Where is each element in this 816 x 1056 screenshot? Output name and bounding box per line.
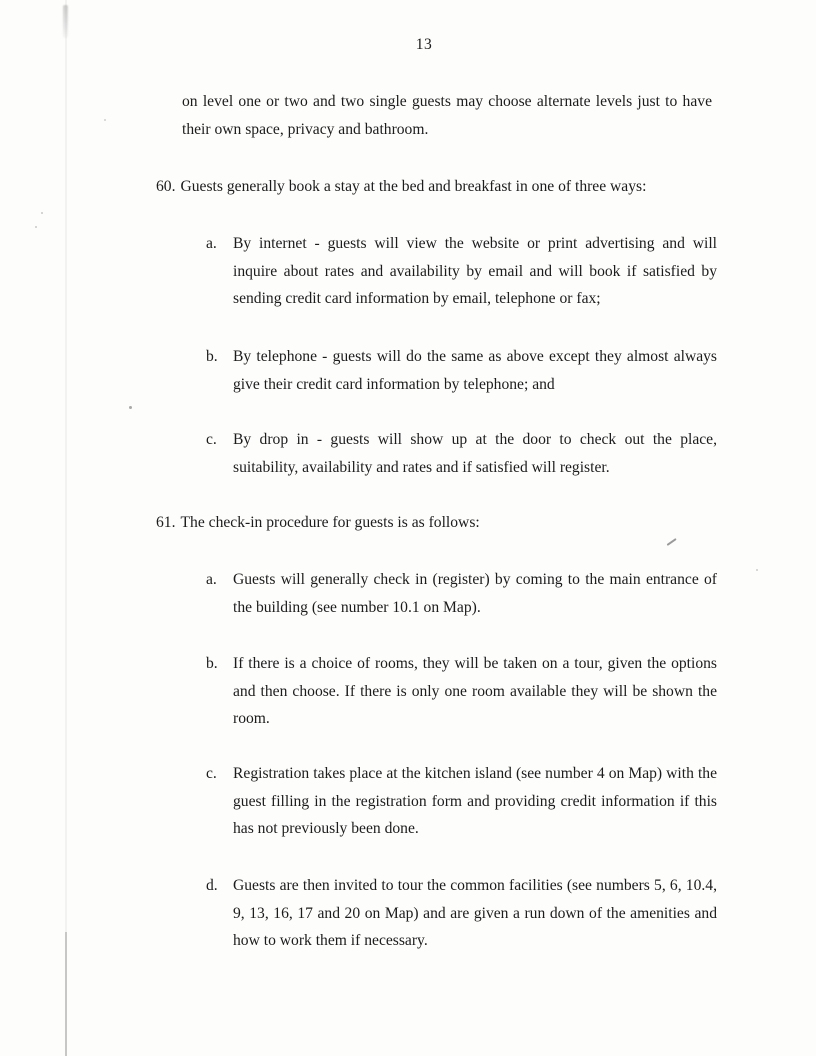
list-item-61b [206, 650, 717, 733]
page-number: 13 [415, 36, 433, 53]
list-item-letter: a. [206, 571, 217, 588]
list-item-letter: d. [206, 877, 218, 894]
list-item-letter: c. [206, 431, 217, 448]
paragraph-continuation: on level one or two and two single guests may choose alternate levels just to have their own space, privacy and bathroom. [182, 93, 712, 138]
list-item-61d [206, 872, 717, 955]
list-item-60b [206, 343, 717, 398]
scan-speck [129, 406, 132, 409]
scan-speck [104, 119, 106, 121]
list-item-letter: b. [206, 348, 218, 365]
list-item-60a [206, 230, 717, 313]
list-item-text: By drop in - guests will show up at the door to check out the place, suitability, availability and rates and if satisfied will register. [233, 431, 717, 476]
paragraph-61-number: 61. [156, 514, 176, 531]
list-item-text: Guests are then invited to tour the common facilities (see numbers 5, 6, 10.4, 9, 13, 16, 17 and 20 on Map) and are given a run down of the amenities and how to work them if necessary. [233, 877, 717, 949]
paragraph-60-text: Guests generally book a stay at the bed and breakfast in one of three ways: [180, 178, 647, 195]
scan-speck [41, 212, 43, 214]
scan-speck [756, 569, 758, 571]
list-item-letter: b. [206, 655, 218, 672]
paragraph-60 [156, 173, 736, 201]
list-item-letter: a. [206, 235, 217, 252]
list-item-text: By telephone - guests will do the same as above except they almost always give their credit card information by telephone; and [233, 348, 717, 393]
list-item-text: By internet - guests will view the website or print advertising and will inquire about rates and availability by email and will book if satisfied by sending credit card information by email, telephone or fax; [233, 235, 717, 307]
paragraph-60-number: 60. [156, 178, 176, 195]
list-item-text: If there is a choice of rooms, they will be taken on a tour, given the options and then choose. If there is only one room available they will be shown the room. [233, 655, 717, 727]
paragraph-61 [156, 509, 736, 537]
list-item-61a [206, 566, 717, 621]
scan-fold-line-bottom [65, 932, 67, 1056]
list-item-text: Registration takes place at the kitchen island (see number 4 on Map) with the guest filling in the registration form and providing credit information if this has not previously been done. [233, 765, 717, 837]
list-item-61c [206, 760, 717, 843]
scan-fold-line [65, 0, 67, 1056]
list-item-letter: c. [206, 765, 217, 782]
list-item-60c [206, 426, 717, 481]
scan-speck [35, 226, 37, 228]
scan-tick-mark [667, 538, 677, 546]
paragraph-61-text: The check-in procedure for guests is as follows: [180, 514, 480, 531]
list-item-text: Guests will generally check in (register) by coming to the main entrance of the building (see number 10.1 on Map). [233, 571, 717, 616]
